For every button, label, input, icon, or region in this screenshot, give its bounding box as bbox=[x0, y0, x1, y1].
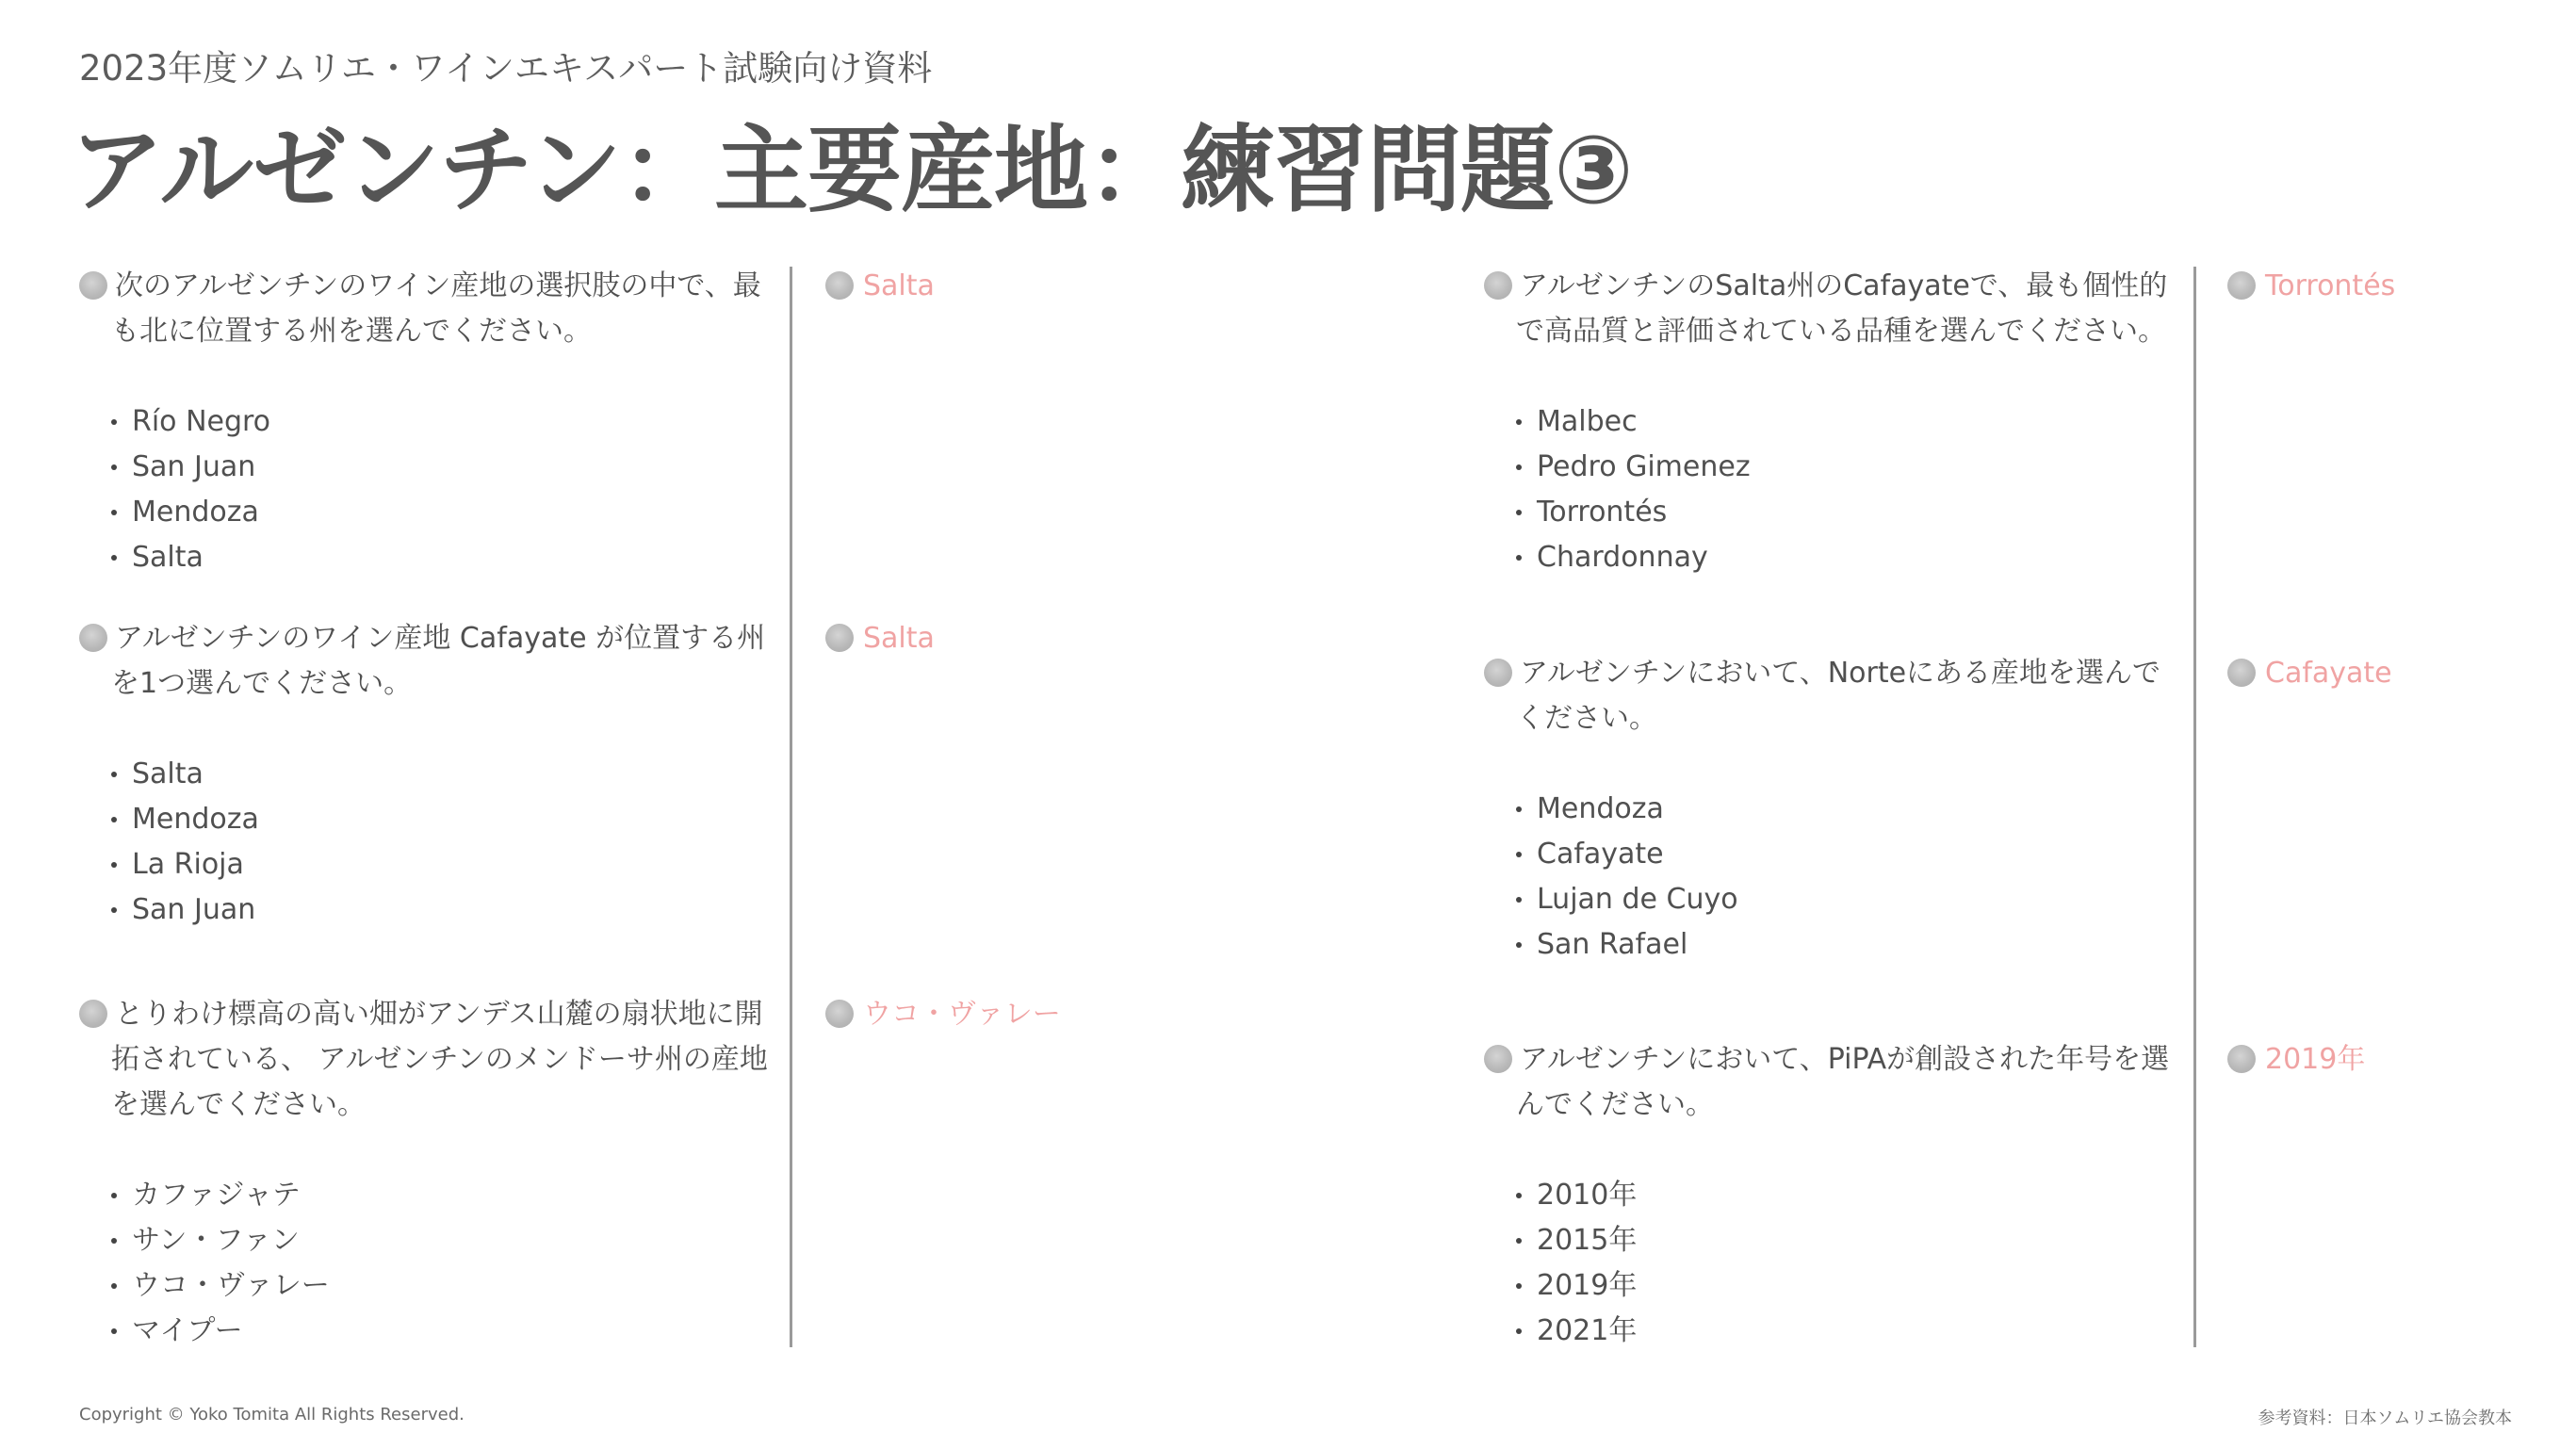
option-item: Malbec bbox=[1516, 399, 2181, 445]
answer-6 bbox=[2227, 1037, 2365, 1083]
answer-marker-icon bbox=[2227, 271, 2256, 300]
answer-5 bbox=[2227, 651, 2392, 696]
question-marker-icon bbox=[1484, 659, 1512, 687]
option-item: Mendoza bbox=[1516, 787, 2181, 832]
answer-text: Salta bbox=[863, 269, 935, 302]
option-item: San Juan bbox=[111, 445, 776, 490]
option-item: Pedro Gimenez bbox=[1516, 445, 2181, 490]
question-text: アルゼンチンにおいて、PiPAが創設された年号を選んでください。 bbox=[1516, 1043, 2170, 1121]
question-5 bbox=[1484, 651, 2181, 968]
option-list bbox=[1484, 1173, 2181, 1354]
question-4 bbox=[1484, 264, 2181, 580]
option-list bbox=[1484, 787, 2181, 968]
answer-2 bbox=[825, 616, 935, 661]
answer-text: 2019年 bbox=[2265, 1043, 2366, 1076]
option-item: Lujan de Cuyo bbox=[1516, 877, 2181, 922]
option-list bbox=[1484, 399, 2181, 580]
option-list bbox=[79, 1173, 776, 1354]
question-1 bbox=[79, 264, 776, 580]
answer-text: Salta bbox=[863, 622, 935, 655]
option-item: 2019年 bbox=[1516, 1263, 2181, 1309]
answer-text: Torrontés bbox=[2265, 269, 2396, 302]
option-item: Mendoza bbox=[111, 490, 776, 535]
question-text: とりわけ標高の高い畑がアンデス山麓の扇状地に開拓されている、 アルゼンチンのメンドーサ州の産地を選んでください。 bbox=[111, 998, 768, 1121]
question-text: アルゼンチンのワイン産地 Cafayate が位置する州を1つ選んでください。 bbox=[111, 622, 766, 700]
answer-marker-icon bbox=[2227, 1045, 2256, 1073]
option-item: カファジャテ bbox=[111, 1173, 776, 1218]
question-3 bbox=[79, 992, 776, 1354]
answer-text: Cafayate bbox=[2265, 657, 2392, 690]
option-item: Torrontés bbox=[1516, 490, 2181, 535]
question-marker-icon bbox=[1484, 271, 1512, 300]
option-list bbox=[79, 752, 776, 933]
reference-footer: 参考資料：日本ソムリエ協会教本 bbox=[2258, 1408, 2512, 1428]
option-item: San Juan bbox=[111, 887, 776, 933]
slide-title: アルゼンチン：主要産地：練習問題③ bbox=[70, 115, 1633, 225]
question-marker-icon bbox=[1484, 1045, 1512, 1073]
option-item: Salta bbox=[111, 752, 776, 797]
option-item: Río Negro bbox=[111, 399, 776, 445]
copyright-footer: Copyright © Yoko Tomita All Rights Reserved. bbox=[79, 1405, 465, 1425]
answer-4 bbox=[2227, 264, 2395, 309]
answer-3 bbox=[825, 992, 1061, 1037]
option-item: Mendoza bbox=[111, 797, 776, 842]
option-list bbox=[79, 399, 776, 580]
answer-marker-icon bbox=[825, 271, 854, 300]
question-text: アルゼンチンのSalta州のCafayateで、最も個性的で高品質と評価されている品種を選んでください。 bbox=[1516, 269, 2168, 348]
option-item: 2021年 bbox=[1516, 1309, 2181, 1354]
option-item: 2015年 bbox=[1516, 1218, 2181, 1263]
option-item: Salta bbox=[111, 535, 776, 580]
answer-marker-icon bbox=[825, 1000, 854, 1028]
question-text: アルゼンチンにおいて、Norteにある産地を選んでください。 bbox=[1516, 657, 2161, 735]
answer-1 bbox=[825, 264, 935, 309]
answer-marker-icon bbox=[2227, 659, 2256, 687]
option-item: San Rafael bbox=[1516, 922, 2181, 968]
question-text: 次のアルゼンチンのワイン産地の選択肢の中で、最も北に位置する州を選んでください。 bbox=[111, 269, 761, 348]
question-marker-icon bbox=[79, 271, 107, 300]
answer-text: ウコ・ヴァレー bbox=[863, 998, 1061, 1031]
question-2 bbox=[79, 616, 776, 933]
question-marker-icon bbox=[79, 1000, 107, 1028]
left-column-divider bbox=[790, 267, 792, 1347]
option-item: サン・ファン bbox=[111, 1218, 776, 1263]
option-item: ウコ・ヴァレー bbox=[111, 1263, 776, 1309]
answer-marker-icon bbox=[825, 624, 854, 652]
question-marker-icon bbox=[79, 624, 107, 652]
option-item: 2010年 bbox=[1516, 1173, 2181, 1218]
right-column-divider bbox=[2193, 267, 2196, 1347]
option-item: Chardonnay bbox=[1516, 535, 2181, 580]
question-6 bbox=[1484, 1037, 2181, 1354]
option-item: マイプー bbox=[111, 1309, 776, 1354]
slide-subtitle: 2023年度ソムリエ・ワインエキスパート試験向け資料 bbox=[79, 48, 933, 89]
option-item: Cafayate bbox=[1516, 832, 2181, 877]
option-item: La Rioja bbox=[111, 842, 776, 887]
